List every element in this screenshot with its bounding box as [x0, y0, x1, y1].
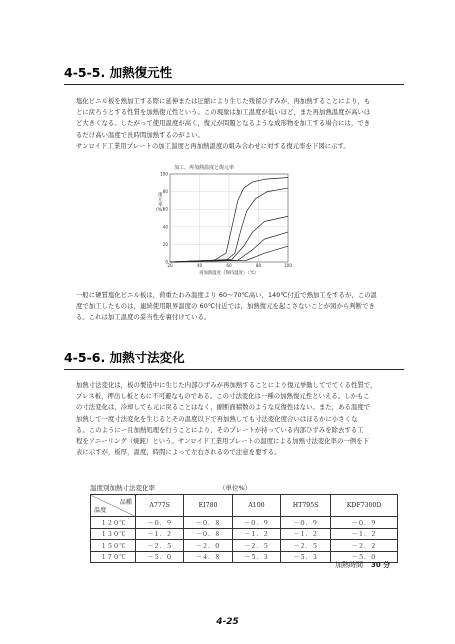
table-cell: －０．９ — [232, 517, 280, 529]
heating-time-value: 30 分 — [371, 561, 391, 569]
row-temp: １３０℃ — [91, 528, 136, 540]
section-title-dimensional-change: 4-5-6. 加熱寸法変化 — [64, 350, 185, 365]
text-line: 加熱して一度寸法変化を生じるとその温度以下で再加熱しても寸法変化度合いはほるかに小さくな — [76, 415, 358, 423]
table-cell: －１．２ — [331, 528, 398, 540]
table-cell: －０．８ — [184, 517, 232, 529]
text-line: の寸法変化は，冷却しても元に戻ることはなく，縮断面積数のような反復性はない。また，ある温度で — [76, 404, 371, 412]
section-title-heat-recovery: 4-5-5. 加熱復元性 — [64, 65, 173, 80]
table-cell: －４．８ — [184, 551, 232, 563]
table-cell: －５．３ — [232, 551, 280, 563]
corner-label-grade: 品種 — [119, 499, 132, 506]
column-header: HT795S — [281, 495, 331, 517]
table-cell: －２．２ — [331, 540, 398, 552]
table-cell: －５．０ — [331, 551, 398, 563]
x-axis-label: 再加熱温度（保持温度）（℃） — [199, 271, 259, 276]
text-line: ど大きくなる。したがって使用温度が高く，復元が問題となるような成形物を加工する場合には，でき — [76, 120, 371, 128]
dimensional-change-table — [90, 494, 398, 563]
recovery-rate-chart — [148, 160, 296, 278]
table-cell: －２．５ — [232, 540, 280, 552]
section-divider — [64, 84, 404, 85]
chart-grid — [170, 174, 288, 262]
y-tick-label: 100 — [160, 171, 168, 177]
text-line: るだけ高い温度で長時間加熱するのがよい。 — [76, 131, 204, 139]
dimensional-change-paragraph — [76, 380, 406, 458]
heat-recovery-paragraph — [76, 96, 406, 152]
row-temp: １７０℃ — [91, 551, 136, 563]
table-row — [91, 528, 398, 540]
table-cell: －２．５ — [281, 540, 331, 552]
table-cell: －０．９ — [331, 517, 398, 529]
column-header: KDF7300D — [331, 495, 398, 517]
corner-label-temp: 温度 — [94, 507, 107, 514]
text-line: る。これは加工温度の妥当性を裏付けている。 — [76, 314, 211, 322]
table-header-row — [91, 495, 398, 517]
table-row — [91, 517, 398, 529]
y-tick-label: 20 — [162, 241, 168, 247]
column-header: A100 — [232, 495, 280, 517]
text-line: 一般に硬質塩化ビニル板は，荷重たわみ温度より 60～70℃高い，140℃付近で熱加工をするが，この温 — [76, 292, 378, 299]
text-line: 塩化ビニル板を熱加工する際に延伸または圧縮により生じた残留ひずみが，再加熱することにより，も — [76, 98, 371, 105]
heating-time-label: 加熱時間 — [335, 561, 363, 569]
table-cell: －２．５ — [136, 540, 184, 552]
table-caption — [90, 483, 251, 492]
table-unit: （単位%） — [219, 484, 252, 492]
text-line: 表に示すが，板厚，温度，時間によって左右されるので注意を要する。 — [76, 449, 281, 457]
table-cell: －０．９ — [281, 517, 331, 529]
x-tick-label: 80 — [255, 263, 262, 268]
table-cell: －０．９ — [136, 517, 184, 529]
y-tick-label: 0 — [165, 259, 168, 265]
column-header: EI780 — [184, 495, 232, 517]
x-tick-label: 60 — [226, 263, 232, 268]
table-cell: －５．３ — [281, 551, 331, 563]
table-cell: －０．８ — [184, 528, 232, 540]
section-divider — [64, 369, 404, 370]
heating-time-note — [335, 560, 390, 570]
x-tick-label: 40 — [196, 263, 203, 268]
row-temp: １２０℃ — [91, 517, 136, 529]
text-line: 加熱寸法変化は，板の製造中に生じた内部ひずみが再加熱することにより復元挙動してでてくる性質で， — [76, 382, 377, 389]
page-number: 4-25 — [216, 617, 239, 627]
table-cell: －２．０ — [184, 540, 232, 552]
y-tick-label: 60 — [162, 206, 168, 212]
chart-discussion-paragraph — [76, 290, 406, 324]
table-cell: －５．０ — [136, 551, 184, 563]
table-corner-cell — [91, 495, 136, 517]
column-header: A777S — [136, 495, 184, 517]
row-temp: １５０℃ — [91, 540, 136, 552]
text-line: とに戻ろうとする性質を加熱復元性という。この現象は加工温度が低いほど，また再加熱温度が高いほ — [76, 109, 371, 117]
table-row — [91, 540, 398, 552]
y-tick-label: 80 — [162, 189, 168, 195]
x-tick-label: 20 — [167, 263, 173, 268]
table-cell: －１．２ — [232, 528, 280, 540]
text-line: プレス板，押出し板ともに不可避なものである。この寸法変化は一種の加熱復元性といえる。しかもこ — [76, 393, 370, 401]
y-axis-label: 復元率(%) — [156, 193, 164, 213]
table-cell: －１．２ — [281, 528, 331, 540]
y-tick-label: 40 — [162, 224, 168, 230]
text-line: 度で加工したものは，連続使用限界温度の 60℃付近では，加熱復元を起こさないことが図から判断でき — [76, 303, 375, 311]
text-line: る。このようにー且加熱処理を行うことにより，そのプレートが持っている内部ひずみを除去する工 — [76, 426, 364, 434]
table-cell: －１．２ — [136, 528, 184, 540]
chart-title: 加工、再加熱温度と復元率 — [174, 165, 235, 171]
table-title: 温度別加熱寸法変化率 — [90, 484, 155, 492]
text-line: サンロイド工業用プレートの加工温度と再加熱温度の組み合わせに対する復元率を下図に示す。 — [76, 142, 350, 150]
text-line: 程をアニーリング（焼鈍）という。サンロイド工業用プレートの温度による加熱寸法変化率の一例を下 — [76, 438, 370, 446]
x-tick-label: 100 — [284, 263, 292, 268]
